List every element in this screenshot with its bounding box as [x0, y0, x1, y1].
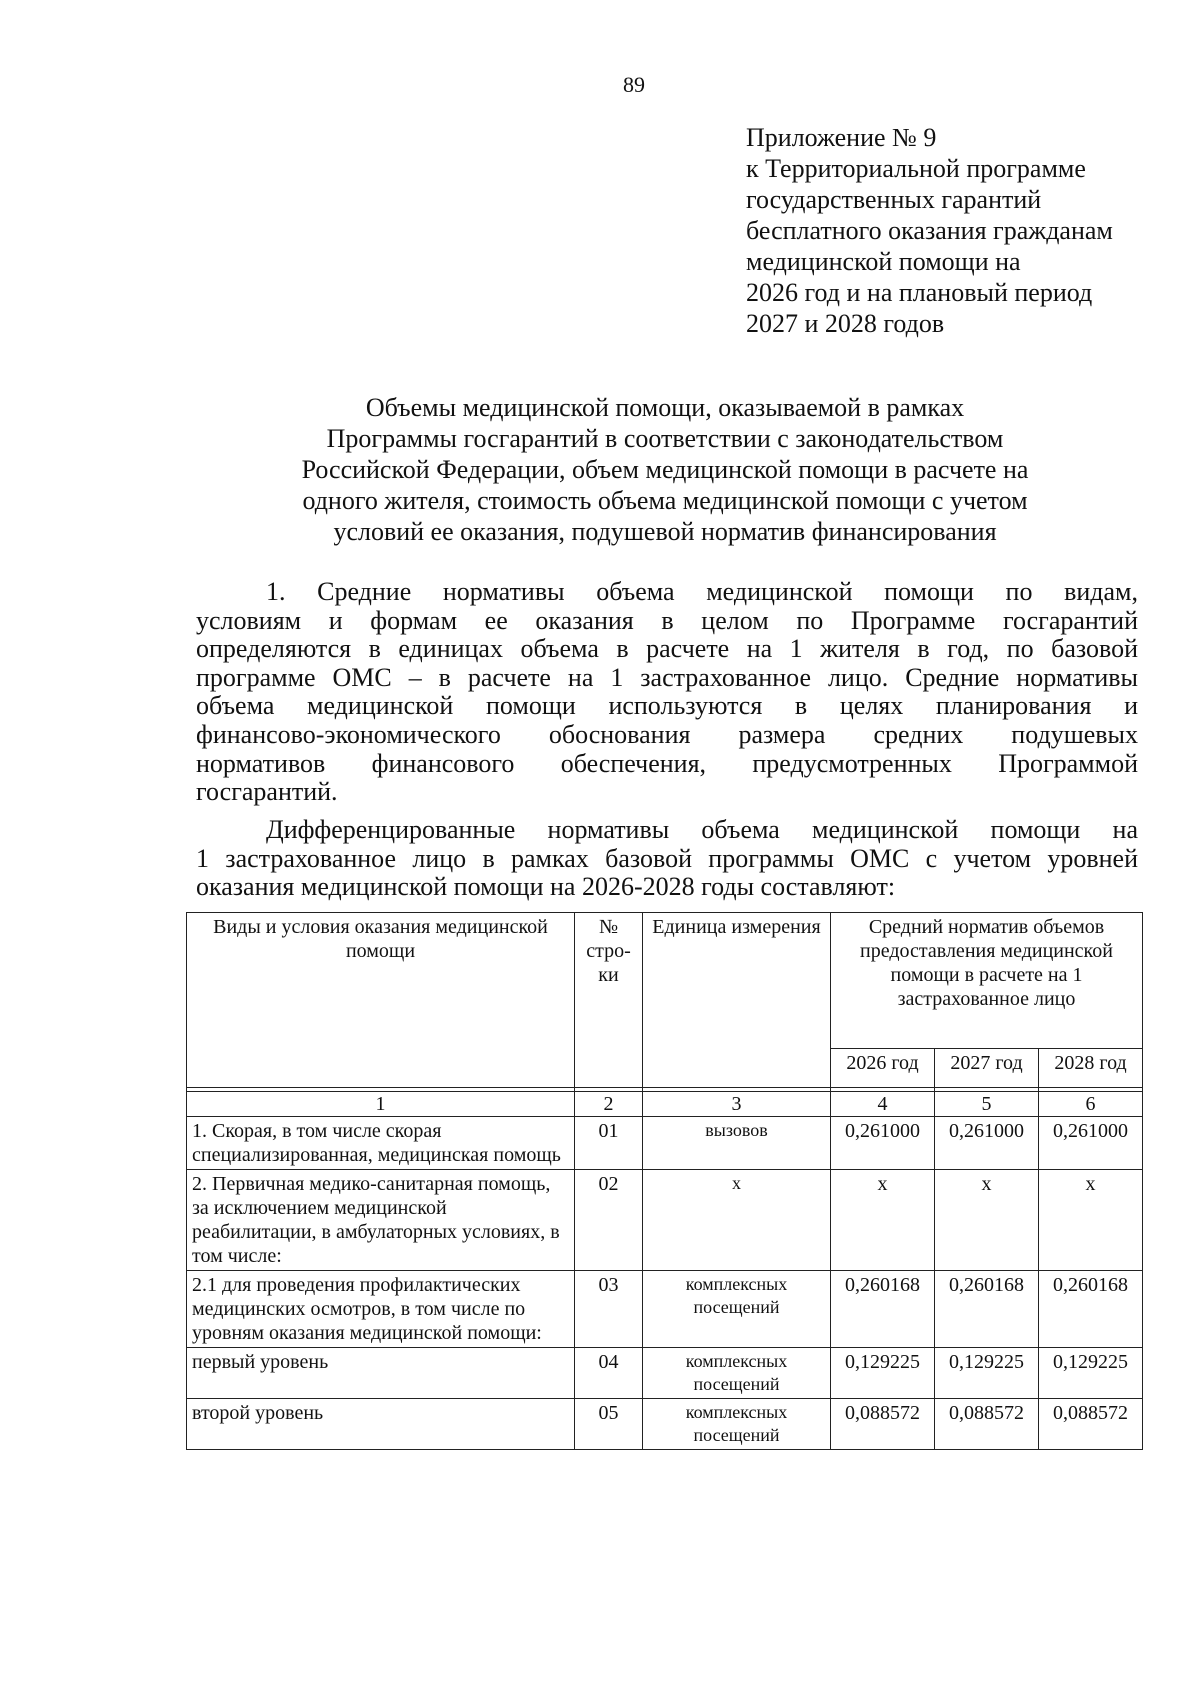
paragraph-line: определяются в единицах объема в расчете на 1 жителя в год, по базовой	[196, 634, 1138, 664]
row-number: 02	[575, 1170, 643, 1271]
row-number: 03	[575, 1271, 643, 1348]
paragraph-2	[196, 816, 1138, 902]
title-line: Российской Федерации, объем медицинской помощи в расчете на	[301, 455, 1029, 484]
paragraph-1	[196, 578, 1138, 807]
row-unit: х	[643, 1170, 831, 1271]
paragraph-line: 1. Средние нормативы объема медицинской помощи по видам,	[266, 577, 1138, 606]
row-value-2027: 0,260168	[935, 1271, 1039, 1348]
row-name: второй уровень	[187, 1399, 575, 1450]
norms-table	[186, 912, 1143, 1450]
paragraph-line: объема медицинской помощи используются в целях планирования и	[196, 691, 1138, 721]
title-line: Программы госгарантий в соответствии с законодательством	[326, 424, 1004, 453]
row-unit: комплексных посещений	[643, 1399, 831, 1450]
header-year: 2026 год	[831, 1048, 935, 1087]
row-value-2027: х	[935, 1170, 1039, 1271]
paragraph-line: нормативов финансового обеспечения, предусмотренных Программой	[196, 748, 1138, 778]
column-number: 2	[575, 1092, 643, 1117]
paragraph-line: оказания медицинской помощи на 2026-2028 годы составляют:	[196, 872, 896, 902]
header-row-number: № стро-ки	[575, 913, 643, 1088]
column-number: 3	[643, 1092, 831, 1117]
title-line: Объемы медицинской помощи, оказываемой в рамках	[365, 393, 965, 422]
paragraph-line: Дифференцированные нормативы объема медицинской помощи на	[266, 815, 1138, 844]
appendix-line: к Территориальной программе	[746, 154, 1086, 183]
table-column-numbers-row	[187, 1092, 1143, 1117]
appendix-line: бесплатного оказания гражданам	[746, 216, 1113, 245]
appendix-line: Приложение № 9	[746, 123, 937, 152]
paragraph-line: госгарантий.	[196, 777, 338, 807]
appendix-line: 2027 и 2028 годов	[746, 309, 945, 338]
row-value-2026: х	[831, 1170, 935, 1271]
row-name: первый уровень	[187, 1348, 575, 1399]
row-value-2026: 0,261000	[831, 1117, 935, 1170]
paragraph-line: 1 застрахованное лицо в рамках базовой программы ОМС с учетом уровней	[196, 843, 1138, 873]
header-unit: Единица измерения	[643, 913, 831, 1088]
row-name: 2. Первичная медико-санитарная помощь, за исключением медицинской реабилитации, в амбулаторных условиях, в том числе:	[187, 1170, 575, 1271]
row-value-2026: 0,129225	[831, 1348, 935, 1399]
paragraph-line: финансово-экономического обоснования размера средних подушевых	[196, 719, 1138, 749]
row-value-2027: 0,261000	[935, 1117, 1039, 1170]
column-number: 5	[935, 1092, 1039, 1117]
row-unit: комплексных посещений	[643, 1271, 831, 1348]
title-line: условий ее оказания, подушевой норматив финансирования	[333, 517, 997, 546]
row-value-2026: 0,088572	[831, 1399, 935, 1450]
table-row	[187, 1117, 1143, 1170]
table-row	[187, 1170, 1143, 1271]
row-value-2028: 0,088572	[1039, 1399, 1143, 1450]
appendix-line: медицинской помощи на	[746, 247, 1021, 276]
column-number: 4	[831, 1092, 935, 1117]
paragraph-line: условиям и формам ее оказания в целом по Программе госгарантий	[196, 605, 1138, 635]
table-row	[187, 1399, 1143, 1450]
appendix-heading	[746, 122, 1113, 339]
table-row	[187, 1348, 1143, 1399]
column-number: 1	[187, 1092, 575, 1117]
row-name: 1. Скорая, в том числе скорая специализированная, медицинская помощь	[187, 1117, 575, 1170]
table-header-row	[187, 913, 1143, 1049]
table-row	[187, 1271, 1143, 1348]
row-value-2028: х	[1039, 1170, 1143, 1271]
row-number: 05	[575, 1399, 643, 1450]
row-value-2027: 0,129225	[935, 1348, 1039, 1399]
row-value-2028: 0,261000	[1039, 1117, 1143, 1170]
paragraph-line: программе ОМС – в расчете на 1 застрахованное лицо. Средние нормативы	[196, 662, 1138, 692]
row-value-2027: 0,088572	[935, 1399, 1039, 1450]
appendix-line: 2026 год и на плановый период	[746, 278, 1093, 307]
header-year: 2027 год	[935, 1048, 1039, 1087]
row-number: 01	[575, 1117, 643, 1170]
title-line: одного жителя, стоимость объема медицинской помощи с учетом	[302, 486, 1028, 515]
row-unit: комплексных посещений	[643, 1348, 831, 1399]
appendix-line: государственных гарантий	[746, 185, 1042, 214]
row-unit: вызовов	[643, 1117, 831, 1170]
column-number: 6	[1039, 1092, 1143, 1117]
row-value-2028: 0,260168	[1039, 1271, 1143, 1348]
document-title	[190, 392, 1140, 547]
row-name: 2.1 для проведения профилактических медицинских осмотров, в том числе по уровням оказания медицинской помощи:	[187, 1271, 575, 1348]
header-year: 2028 год	[1039, 1048, 1143, 1087]
row-value-2026: 0,260168	[831, 1271, 935, 1348]
header-type: Виды и условия оказания медицинской помощи	[187, 913, 575, 1088]
header-norm: Средний норматив объемов предоставления медицинской помощи в расчете на 1 застрахованное лицо	[831, 913, 1143, 1049]
page-number: 89	[623, 72, 645, 97]
row-number: 04	[575, 1348, 643, 1399]
row-value-2028: 0,129225	[1039, 1348, 1143, 1399]
